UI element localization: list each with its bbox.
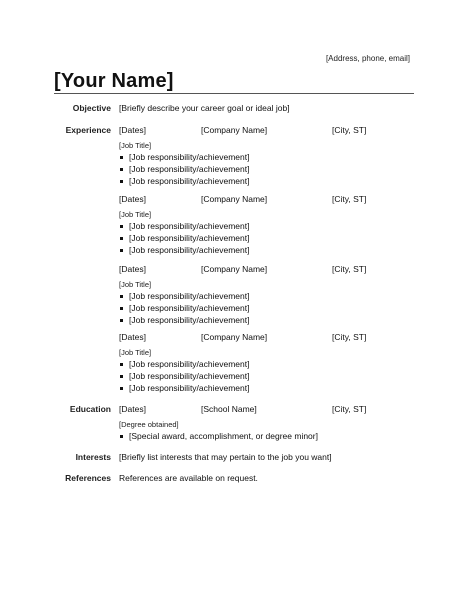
job-company[interactable]: [Company Name] bbox=[201, 264, 268, 274]
job-title[interactable]: [Job Title] bbox=[119, 280, 152, 289]
list-item[interactable]: [Job responsibility/achievement] bbox=[119, 371, 419, 383]
list-item[interactable]: [Job responsibility/achievement] bbox=[119, 359, 419, 371]
bullet-icon bbox=[120, 225, 123, 228]
interests-text[interactable]: [Briefly list interests that may pertain to the job you want] bbox=[119, 452, 332, 462]
bullet-icon bbox=[120, 156, 123, 159]
job-company[interactable]: [Company Name] bbox=[201, 332, 268, 342]
list-item[interactable]: [Job responsibility/achievement] bbox=[119, 233, 419, 245]
job-city[interactable]: [City, ST] bbox=[332, 194, 367, 204]
bullet-icon bbox=[120, 375, 123, 378]
contact-info[interactable]: [Address, phone, email] bbox=[325, 54, 410, 63]
job-city[interactable]: [City, ST] bbox=[332, 264, 367, 274]
job-city[interactable]: [City, ST] bbox=[332, 125, 367, 135]
list-item[interactable]: [Job responsibility/achievement] bbox=[119, 303, 419, 315]
school-name[interactable]: [School Name] bbox=[201, 404, 257, 414]
list-item[interactable]: [Special award, accomplishment, or degree minor] bbox=[119, 431, 419, 443]
list-item[interactable]: [Job responsibility/achievement] bbox=[119, 176, 419, 188]
job-dates[interactable]: [Dates] bbox=[119, 332, 146, 342]
list-item[interactable]: [Job responsibility/achievement] bbox=[119, 315, 419, 327]
bullet-icon bbox=[120, 435, 123, 438]
job-dates[interactable]: [Dates] bbox=[119, 125, 146, 135]
education-list bbox=[119, 431, 419, 443]
job-responsibilities-list bbox=[119, 152, 419, 188]
job-city[interactable]: [City, ST] bbox=[332, 332, 367, 342]
list-item[interactable]: [Job responsibility/achievement] bbox=[119, 221, 419, 233]
bullet-icon bbox=[120, 295, 123, 298]
education-dates[interactable]: [Dates] bbox=[119, 404, 146, 414]
degree-obtained[interactable]: [Degree obtained] bbox=[119, 420, 179, 429]
bullet-icon bbox=[120, 237, 123, 240]
bullet-icon bbox=[120, 363, 123, 366]
education-city[interactable]: [City, ST] bbox=[332, 404, 367, 414]
job-title[interactable]: [Job Title] bbox=[119, 210, 152, 219]
job-dates[interactable]: [Dates] bbox=[119, 264, 146, 274]
header-divider bbox=[54, 93, 414, 94]
bullet-icon bbox=[120, 319, 123, 322]
list-item[interactable]: [Job responsibility/achievement] bbox=[119, 164, 419, 176]
bullet-icon bbox=[120, 387, 123, 390]
job-dates[interactable]: [Dates] bbox=[119, 194, 146, 204]
references-label: References bbox=[65, 473, 111, 483]
experience-label: Experience bbox=[65, 125, 111, 135]
job-header-row bbox=[119, 125, 419, 137]
objective-text[interactable]: [Briefly describe your career goal or ideal job] bbox=[119, 103, 290, 113]
job-header-row bbox=[119, 264, 419, 276]
bullet-icon bbox=[120, 307, 123, 310]
list-item[interactable]: [Job responsibility/achievement] bbox=[119, 291, 419, 303]
job-company[interactable]: [Company Name] bbox=[201, 194, 268, 204]
job-title[interactable]: [Job Title] bbox=[119, 141, 152, 150]
list-item[interactable]: [Job responsibility/achievement] bbox=[119, 245, 419, 257]
job-company[interactable]: [Company Name] bbox=[201, 125, 268, 135]
references-text[interactable]: References are available on request. bbox=[119, 473, 258, 483]
interests-label: Interests bbox=[75, 452, 111, 462]
education-header-row bbox=[119, 404, 419, 416]
list-item[interactable]: [Job responsibility/achievement] bbox=[119, 152, 419, 164]
job-title[interactable]: [Job Title] bbox=[119, 348, 152, 357]
bullet-icon bbox=[120, 168, 123, 171]
bullet-icon bbox=[120, 180, 123, 183]
job-responsibilities-list bbox=[119, 359, 419, 395]
bullet-icon bbox=[120, 249, 123, 252]
job-header-row bbox=[119, 332, 419, 344]
list-item[interactable]: [Job responsibility/achievement] bbox=[119, 383, 419, 395]
job-header-row bbox=[119, 194, 419, 206]
job-responsibilities-list bbox=[119, 291, 419, 327]
job-responsibilities-list bbox=[119, 221, 419, 257]
education-label: Education bbox=[69, 404, 111, 414]
your-name-heading[interactable]: [Your Name] bbox=[54, 70, 174, 92]
objective-label: Objective bbox=[72, 103, 111, 113]
